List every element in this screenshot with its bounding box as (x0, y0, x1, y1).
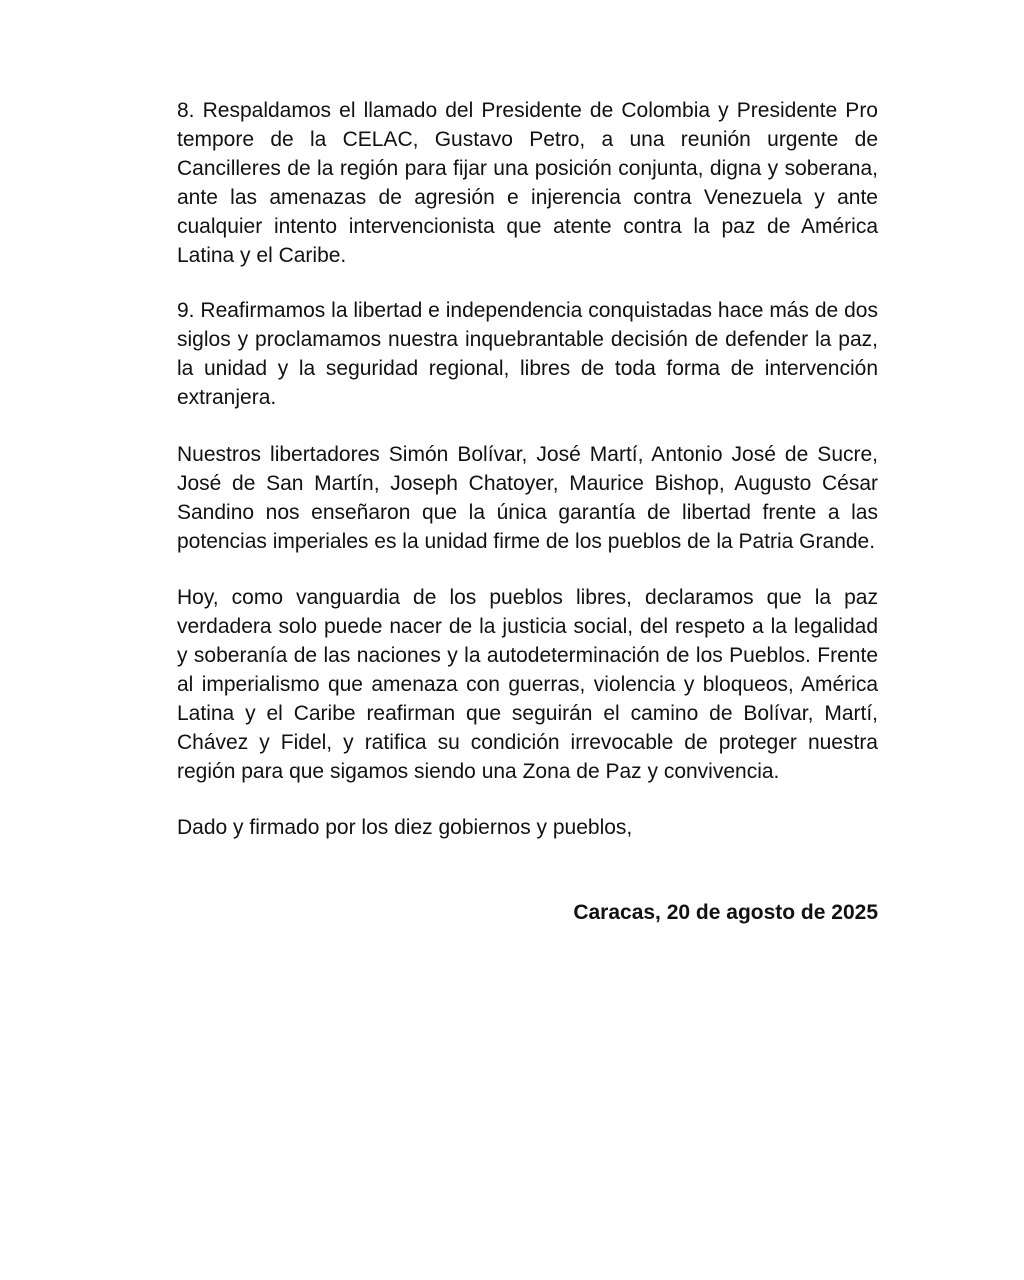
paragraph-declaration: Hoy, como vanguardia de los pueblos libres, declaramos que la paz verdadera solo puede nacer de la justicia social, del respeto a la legalidad y soberanía de las naciones y la autodeterminación de los Pueblos. Frente al imperialismo que amenaza con guerras, violencia y bloqueos, América Latina y el Caribe reafirman que seguirán el camino de Bolívar, Martí, Chávez y Fidel, y ratifica su condición irrevocable de proteger nuestra región para que sigamos siendo una Zona de Paz y convivencia. (177, 586, 878, 783)
paragraph-libertadores: Nuestros libertadores Simón Bolívar, José Martí, Antonio José de Sucre, José de San Martín, Joseph Chatoyer, Maurice Bishop, Augusto César Sandino nos enseñaron que la única garantía de libertad frente a las potencias imperiales es la unidad firme de los pueblos de la Patria Grande. (177, 443, 878, 553)
place-and-date: Caracas, 20 de agosto de 2025 (573, 901, 878, 924)
paragraph-point-8: 8. Respaldamos el llamado del Presidente de Colombia y Presidente Pro tempore de la CELAC, Gustavo Petro, a una reunión urgente de Cancilleres de la región para fijar una posición conjunta, digna y soberana, ante las amenazas de agresión e injerencia contra Venezuela y ante cualquier intento intervencionista que atente contra la paz de América Latina y el Caribe. (177, 99, 878, 267)
paragraph-signed-by: Dado y firmado por los diez gobiernos y pueblos, (177, 816, 633, 839)
paragraph-point-9: 9. Reafirmamos la libertad e independencia conquistadas hace más de dos siglos y proclamamos nuestra inquebrantable decisión de defender la paz, la unidad y la seguridad regional, libres de toda forma de intervención extranjera. (177, 299, 878, 409)
